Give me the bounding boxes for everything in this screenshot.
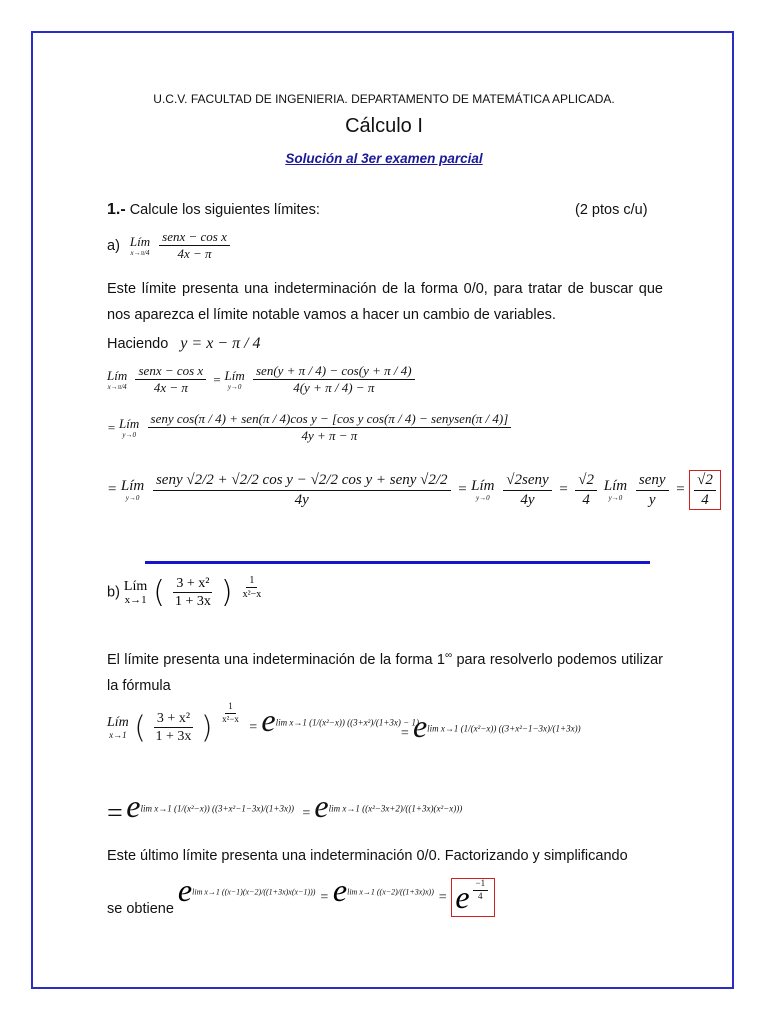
part-a-limit xyxy=(107,230,233,262)
problem-1-statement xyxy=(107,201,320,219)
page-title: Cálculo I xyxy=(345,115,423,137)
step-3-fraction: $\frac{\text{seny √2/2 + √2/2 cos y − √2/2 cos y + seny √2/2}}{4y}$ xyxy=(153,472,451,508)
part-a-explanation: Este límite presenta una indeterminación de la forma 0/0, para tratar de buscar que nos aparezca el límite notable vamos a hacer un cambio de variables. xyxy=(107,281,663,323)
step-2-fraction: seny cos(π / 4) + sen(π / 4)cos y − [cos y cos(π / 4) − senysen(π / 4)] 4y + π − π xyxy=(148,412,512,444)
euler-e: e xyxy=(126,788,141,824)
step-1-fraction: $\frac{\text{sen(y + π / 4) − cos(y + π / 4)}}{4(y + \pi / 4) - \pi}$ xyxy=(253,364,415,396)
fraction-denominator: 4x − π xyxy=(177,246,212,262)
euler-e: e xyxy=(177,872,193,908)
se-obtiene-text: se obtiene xyxy=(107,900,174,917)
exponent-formula-2: lim x→1 (1/(x²−x)) ((3+x²−1−3x)/(1+3x)) xyxy=(427,723,581,734)
exponent-formula-1: lim x→1 (1/(x²−x)) ((3+x²)/(1+3x) − 1) xyxy=(275,717,419,728)
section-separator xyxy=(145,561,650,564)
substitution-line xyxy=(107,335,261,353)
limit-operator xyxy=(130,234,150,257)
base-fraction: $\frac{\text{3 + x²}}{1 + 3x}$ xyxy=(155,710,192,745)
part-b-limit xyxy=(107,575,267,610)
result-exponent: $\frac{-1}{4}$ xyxy=(473,879,489,916)
part-b-explanation: El límite presenta una indeterminación de la forma 1∞ para resolverlo podemos utilizar la fórmula xyxy=(107,650,663,694)
part-b-formula-row-2: = $e^{lim x\to 1 (1/(x^2-x)) ((3+x^2-1-3x)/(1+3x))} = e^{lim x\to 1 ((x^2-3x+2)/((1+3x)(x^2-x)))}$ xyxy=(107,788,463,829)
problem-number: 1.- xyxy=(107,201,126,218)
part-a-fraction xyxy=(159,230,230,262)
part-b-factorization-text: Este último límite presenta una indeterminación 0/0. Factorizando y simplificando xyxy=(107,848,628,864)
limit-operator-y: Lím y→0 xyxy=(603,478,628,502)
limit-operator-y: Lím y→0 xyxy=(120,478,145,502)
limit-operator: Lím x→π/4 xyxy=(107,368,128,392)
left-paren: ( xyxy=(153,575,165,610)
institution-header: U.C.V. FACULTAD DE INGENIERIA. DEPARTAMENTO DE MATEMÁTICA APLICADA. xyxy=(153,92,615,106)
part-a-result-box xyxy=(689,470,721,510)
part-b-formula-2: = $e^{lim x\to 1 (1/(x^2-x)) ((3+x^2-1-3x)/(1+3x))}$ xyxy=(400,708,581,744)
exponent-formula-5: lim x→1 ((x−2)/((1+3x)x)) xyxy=(347,887,434,897)
part-a-step-2: = Lím y→0 seny cos(π / 4) + sen(π / 4)cos y − [cos y cos(π / 4) − senysen(π / 4)] 4y + π − π xyxy=(107,412,514,444)
limit-operator-y: Lím y→0 xyxy=(224,368,245,392)
limit-operator: Lím x→1 xyxy=(107,715,129,741)
fraction-numerator: senx − cos x xyxy=(159,230,230,246)
original-fraction: $\frac{\text{senx − cos x}}{4x - \pi}$ xyxy=(135,364,206,396)
limit-operator-y: Lím y→0 xyxy=(471,478,495,502)
exponent-formula-4: lim x→1 ((x−1)(x−2)/((1+3x)x(x−1))) xyxy=(192,887,316,897)
limit-subscript: x→π/4 xyxy=(130,249,150,258)
step-3-mid-fraction: $\frac{\text{√2seny}}{4y}$ xyxy=(503,472,551,508)
exponent-formula-3: lim x→1 ((x²−3x+2)/((1+3x)(x²−x))) xyxy=(328,803,463,814)
limit-operator: Lím x→1 xyxy=(123,579,148,606)
euler-e: e xyxy=(455,878,470,915)
base-fraction: $\frac{\text{3 + x²}}{1 + 3x}$ xyxy=(174,575,211,609)
part-b-final: se obtiene $e^{lim x\to 1 ((x-1)(x-2)/((1+3x)x(x-1)))} = e^{lim x\to 1 ((x-2)/((1+3x)x))}$ = e $\frac{-1}{4}$ xyxy=(107,872,495,917)
haciendo-text: Haciendo xyxy=(107,336,169,352)
part-a-label: a) xyxy=(107,237,120,254)
euler-e: e xyxy=(314,788,329,824)
part-a-step-3: = Lím y→0 $\frac{\text{seny √2/2 + √2/2 cos y − √2/2 cos y + seny √2/2}}{4y}$ = Lím y→0 $\frac{\text{√2seny}}{4y}$ = $\frac{√2}{4}$ Lím y→0 $\frac{\text{seny}}{y}$ = $\frac{√2}{4}$ xyxy=(107,470,721,510)
part-b-result-box xyxy=(451,878,495,917)
substitution-formula: y = x − π / 4 xyxy=(180,335,261,352)
part-b-formula-1: Lím x→1 ( $\frac{\text{3 + x²}}{1 + 3x}$ ) $\frac{1}{\text{x²−x}}$ = $e^{lim x\to 1 (1/(x^2-x)) ((3+x^2)/(1+3x) - 1)}$ xyxy=(107,701,419,746)
part-a-result: $\frac{√2}{4}$ xyxy=(694,472,716,508)
right-paren: ) xyxy=(220,575,233,610)
limit-word: Lím xyxy=(129,234,151,250)
page-subtitle: Solución al 3er examen parcial xyxy=(285,151,483,166)
euler-e: e xyxy=(412,708,428,744)
euler-e: e xyxy=(261,702,276,738)
step-3-coefficient: $\frac{√2}{4}$ xyxy=(575,472,597,508)
part-b-label: b) xyxy=(107,584,120,601)
exponent-fraction: $\frac{1}{\text{x²−x}}$ xyxy=(222,701,239,724)
limit-operator-y: Lím y→0 xyxy=(119,416,140,440)
problem-text: Calcule los siguientes límites: xyxy=(129,202,320,218)
exponent-fraction: $\frac{1}{\text{x²−x}}$ xyxy=(242,575,262,600)
problem-points: (2 ptos c/u) xyxy=(575,202,648,218)
part-a-step-1: Lím x→π/4 $\frac{\text{senx − cos x}}{4x - \pi}$ = Lím y→0 $\frac{\text{sen(y + π / 4) − cos(y + π / 4)}}{4(y + \pi / 4) - \pi}$ xyxy=(107,364,418,396)
notable-limit-fraction: $\frac{\text{seny}}{y}$ xyxy=(636,472,669,508)
euler-e: e xyxy=(332,872,348,908)
